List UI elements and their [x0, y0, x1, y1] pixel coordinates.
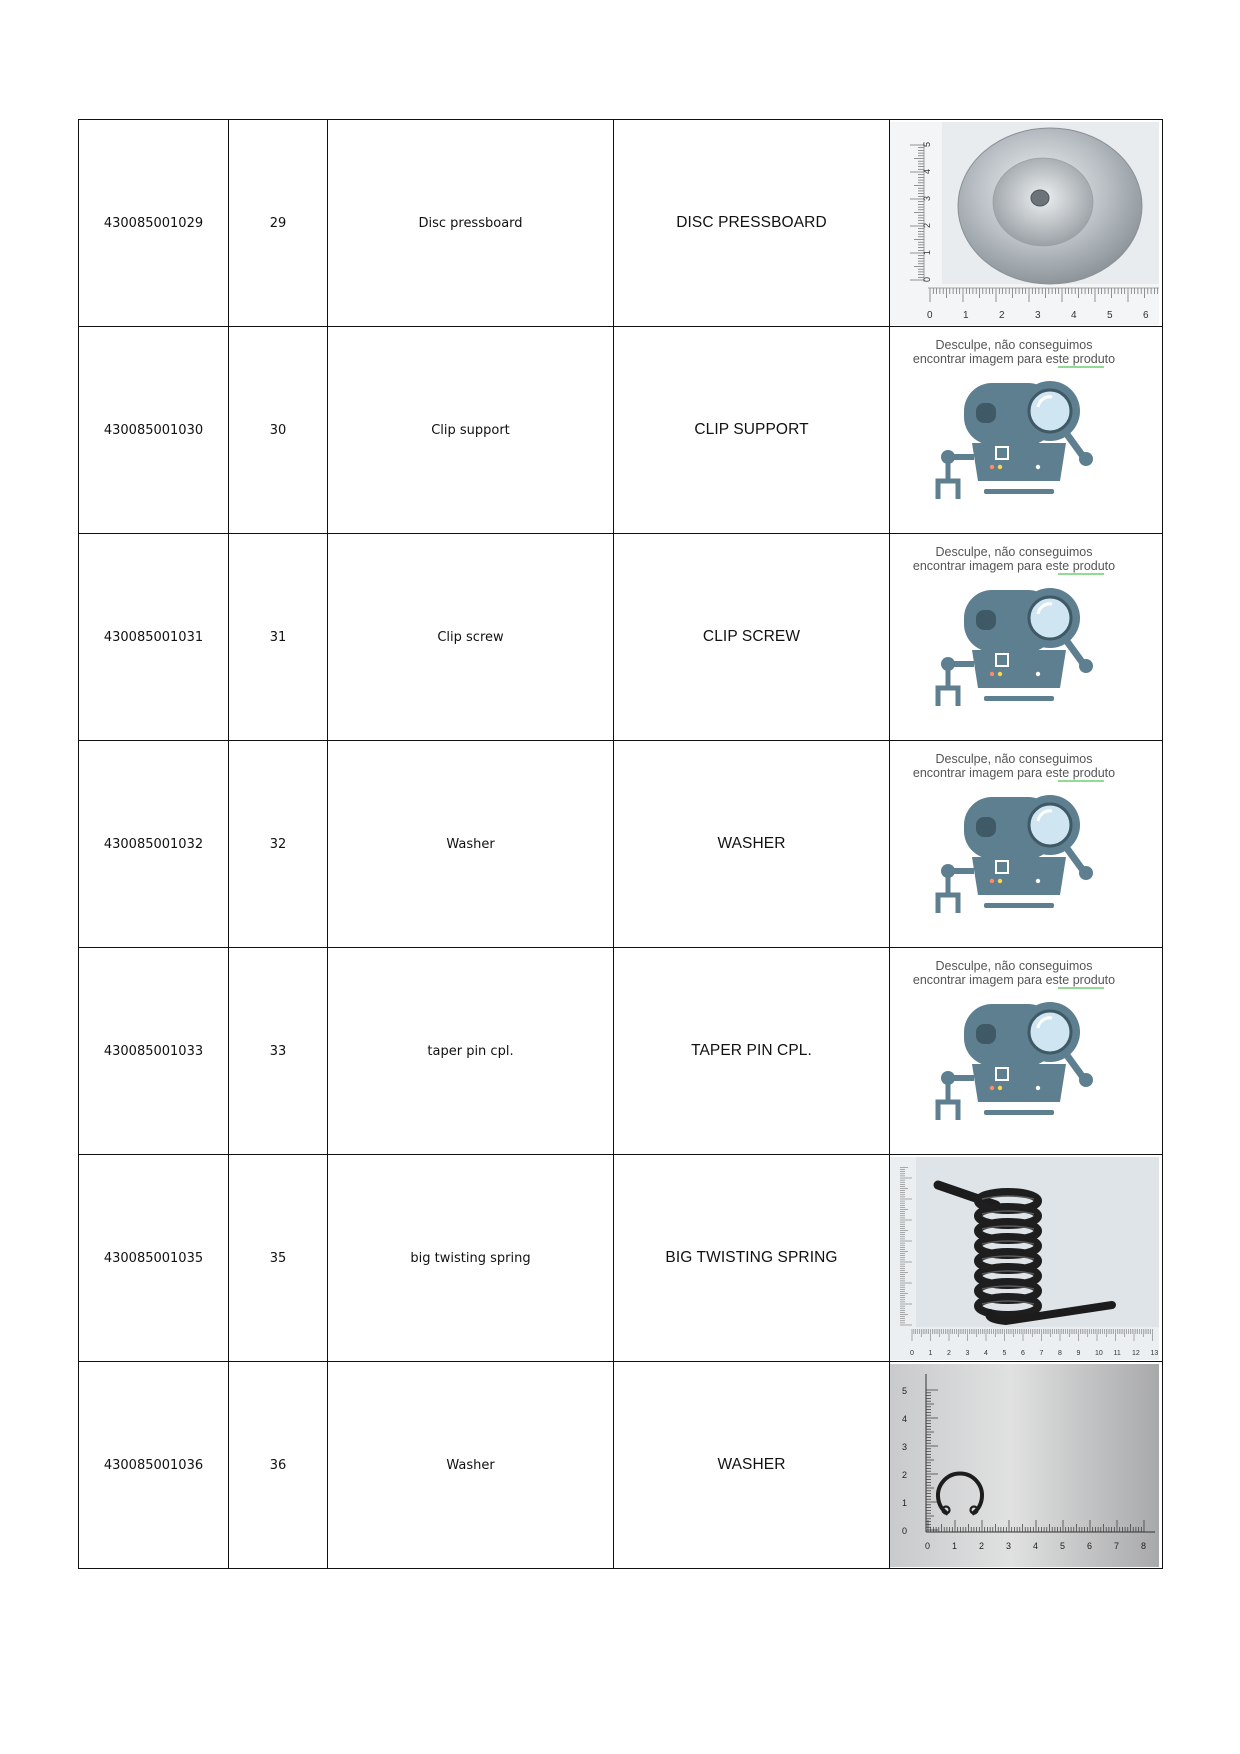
- svg-text:10: 10: [1095, 1349, 1103, 1357]
- position-number: 33: [229, 948, 328, 1155]
- part-name-upper: WASHER: [614, 741, 890, 948]
- svg-text:1: 1: [922, 249, 932, 255]
- table-row: [79, 534, 1163, 741]
- position-number: 36: [229, 1362, 328, 1569]
- svg-text:5: 5: [1002, 1349, 1007, 1357]
- part-image: [890, 1157, 1159, 1360]
- svg-text:4: 4: [922, 168, 932, 174]
- position-number: 30: [229, 327, 328, 534]
- svg-text:9: 9: [1076, 1349, 1081, 1357]
- svg-text:2: 2: [902, 1469, 908, 1480]
- svg-text:6: 6: [1143, 309, 1149, 321]
- table-row: [79, 120, 1163, 327]
- svg-text:8: 8: [1058, 1349, 1062, 1357]
- position-number: 29: [229, 120, 328, 327]
- table-row: [79, 1155, 1163, 1362]
- svg-text:13: 13: [1150, 1349, 1159, 1357]
- svg-text:8: 8: [1141, 1540, 1147, 1551]
- svg-text:4: 4: [902, 1413, 908, 1424]
- not-found-line1: Desculpe, não conseguimos: [935, 337, 1093, 352]
- svg-text:0: 0: [927, 309, 933, 321]
- svg-text:2: 2: [999, 309, 1005, 321]
- svg-text:12: 12: [1132, 1349, 1140, 1357]
- svg-text:2: 2: [947, 1349, 951, 1357]
- part-name-upper: BIG TWISTING SPRING: [614, 1155, 890, 1362]
- part-image-cell: [890, 1155, 1163, 1362]
- svg-text:5: 5: [922, 141, 932, 147]
- svg-text:1: 1: [928, 1349, 933, 1357]
- part-image: [890, 122, 1159, 325]
- svg-text:3: 3: [965, 1349, 970, 1357]
- part-image: [890, 536, 1159, 739]
- retaining-ring-washer-photo: [890, 1364, 1159, 1567]
- svg-text:1: 1: [902, 1497, 908, 1508]
- not-found-line1: Desculpe, não conseguimos: [935, 751, 1093, 766]
- not-found-line2: encontrar imagem para este produto: [912, 972, 1116, 987]
- not-found-line1: Desculpe, não conseguimos: [935, 958, 1093, 973]
- part-name: Disc pressboard: [328, 120, 614, 327]
- svg-text:0: 0: [925, 1540, 931, 1551]
- twisting-spring-photo: [890, 1157, 1159, 1360]
- position-number: 32: [229, 741, 328, 948]
- svg-text:3: 3: [902, 1441, 908, 1452]
- part-name: Washer: [328, 741, 614, 948]
- svg-text:5: 5: [1107, 309, 1113, 321]
- part-code: 430085001031: [79, 534, 229, 741]
- not-found-line1: Desculpe, não conseguimos: [935, 544, 1093, 559]
- svg-text:4: 4: [1033, 1540, 1039, 1551]
- table-row: [79, 1362, 1163, 1569]
- image-not-found-placeholder: [890, 950, 1159, 1153]
- part-name: Clip support: [328, 327, 614, 534]
- svg-text:0: 0: [902, 1525, 908, 1536]
- part-code: 430085001033: [79, 948, 229, 1155]
- part-name-upper: DISC PRESSBOARD: [614, 120, 890, 327]
- part-code: 430085001029: [79, 120, 229, 327]
- svg-text:3: 3: [1006, 1540, 1012, 1551]
- part-name-upper: CLIP SCREW: [614, 534, 890, 741]
- part-code: 430085001032: [79, 741, 229, 948]
- part-image: [890, 743, 1159, 946]
- part-name: Clip screw: [328, 534, 614, 741]
- part-name: big twisting spring: [328, 1155, 614, 1362]
- not-found-link: produto: [1072, 351, 1116, 366]
- table-row: [79, 948, 1163, 1155]
- part-image: [890, 1364, 1159, 1567]
- svg-text:11: 11: [1113, 1349, 1121, 1357]
- part-name-upper: CLIP SUPPORT: [614, 327, 890, 534]
- svg-text:3: 3: [922, 195, 932, 201]
- not-found-link: produto: [1072, 558, 1116, 573]
- table-row: [79, 327, 1163, 534]
- svg-text:1: 1: [952, 1540, 958, 1551]
- svg-text:7: 7: [1114, 1540, 1120, 1551]
- svg-text:1: 1: [963, 309, 969, 321]
- part-code: 430085001030: [79, 327, 229, 534]
- not-found-line2: encontrar imagem para este produto: [912, 351, 1116, 366]
- parts-table: [78, 119, 1163, 1569]
- part-image-cell: [890, 741, 1163, 948]
- image-not-found-placeholder: [890, 743, 1159, 946]
- part-image: [890, 950, 1159, 1153]
- svg-text:5: 5: [902, 1385, 908, 1396]
- part-image-cell: [890, 948, 1163, 1155]
- svg-text:6: 6: [1087, 1540, 1093, 1551]
- position-number: 31: [229, 534, 328, 741]
- part-code: 430085001035: [79, 1155, 229, 1362]
- part-image-cell: [890, 1362, 1163, 1569]
- svg-text:4: 4: [1071, 309, 1077, 321]
- part-image-cell: [890, 327, 1163, 534]
- svg-text:6: 6: [1021, 1349, 1025, 1357]
- svg-text:0: 0: [910, 1349, 914, 1357]
- svg-text:5: 5: [1060, 1540, 1066, 1551]
- part-image-cell: [890, 534, 1163, 741]
- disc-pressboard-photo: [890, 122, 1159, 325]
- part-name-upper: TAPER PIN CPL.: [614, 948, 890, 1155]
- svg-text:0: 0: [922, 276, 932, 282]
- not-found-link: produto: [1072, 972, 1116, 987]
- svg-text:7: 7: [1039, 1349, 1044, 1357]
- svg-text:3: 3: [1035, 309, 1041, 321]
- not-found-line2: encontrar imagem para este produto: [912, 765, 1116, 780]
- svg-text:2: 2: [979, 1540, 985, 1551]
- part-name-upper: WASHER: [614, 1362, 890, 1569]
- svg-text:4: 4: [984, 1349, 988, 1357]
- image-not-found-placeholder: [890, 536, 1159, 739]
- table-row: [79, 741, 1163, 948]
- part-image: [890, 329, 1159, 532]
- part-code: 430085001036: [79, 1362, 229, 1569]
- not-found-line2: encontrar imagem para este produto: [912, 558, 1116, 573]
- part-image-cell: [890, 120, 1163, 327]
- position-number: 35: [229, 1155, 328, 1362]
- svg-text:2: 2: [922, 222, 932, 228]
- image-not-found-placeholder: [890, 329, 1159, 532]
- not-found-link: produto: [1072, 765, 1116, 780]
- part-name: taper pin cpl.: [328, 948, 614, 1155]
- part-name: Washer: [328, 1362, 614, 1569]
